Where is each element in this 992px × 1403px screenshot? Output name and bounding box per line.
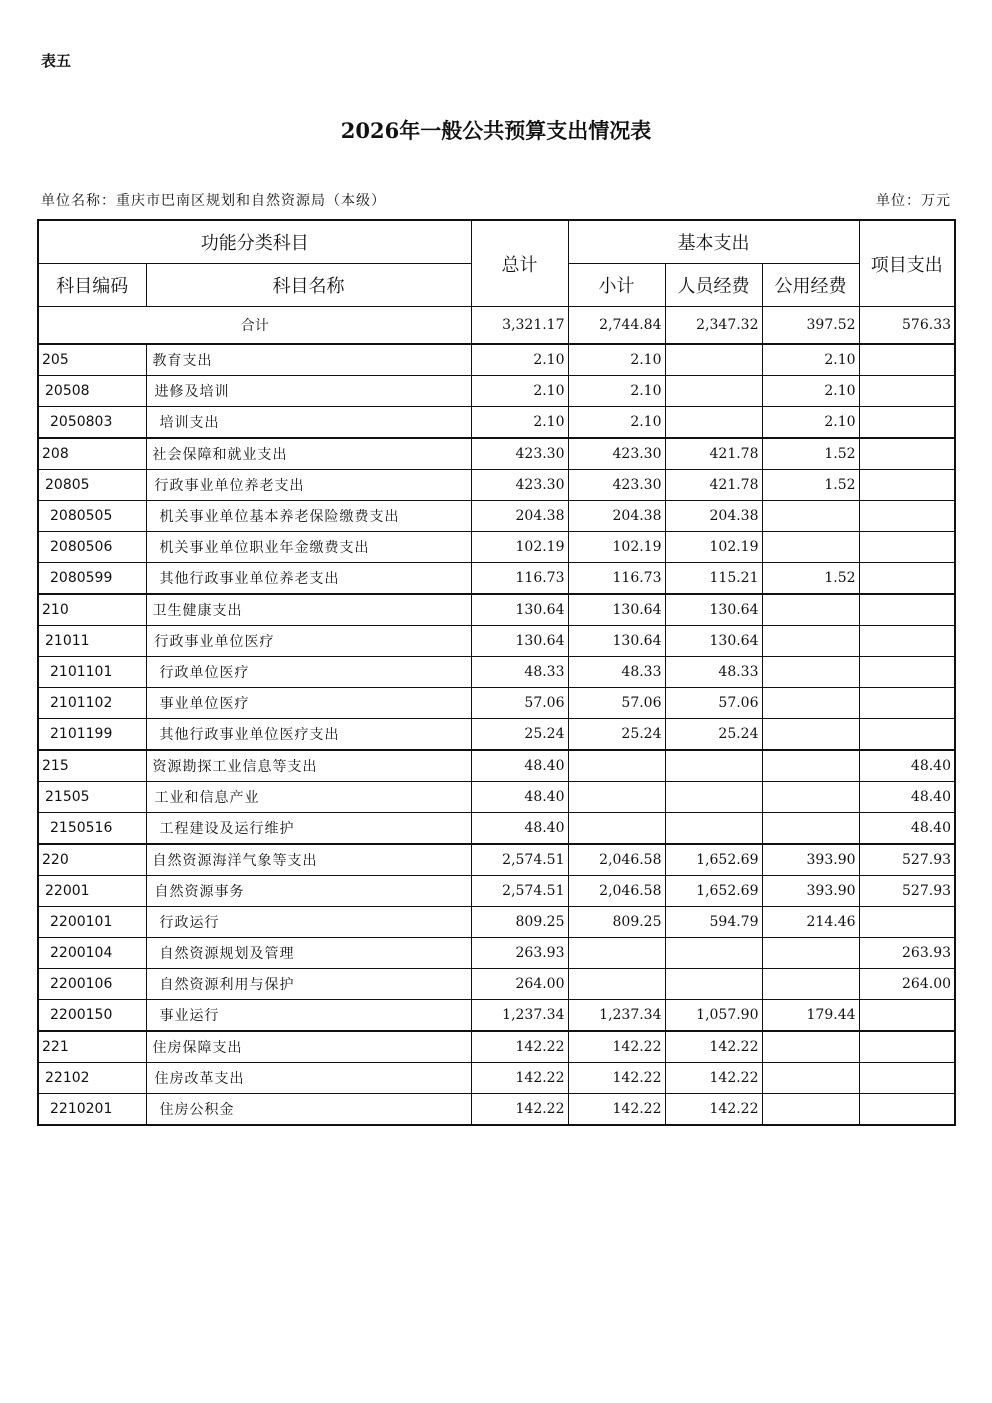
row-code: 2050803 [38, 407, 146, 439]
row-code: 2080506 [38, 532, 146, 563]
table-row [38, 688, 955, 719]
row-code: 2200101 [38, 907, 146, 938]
row-code: 20805 [38, 470, 146, 501]
row-name: 培训支出 [146, 407, 471, 439]
row-subtotal: 2.10 [568, 344, 665, 376]
table-row [38, 438, 955, 470]
row-code: 2080505 [38, 501, 146, 532]
row-code: 22102 [38, 1063, 146, 1094]
row-code: 2101101 [38, 657, 146, 688]
row-project [859, 1094, 955, 1126]
row-total: 48.33 [471, 657, 568, 688]
row-code: 20508 [38, 376, 146, 407]
row-name: 住房改革支出 [146, 1063, 471, 1094]
row-subtotal: 809.25 [568, 907, 665, 938]
row-subtotal: 142.22 [568, 1031, 665, 1063]
row-name: 工程建设及运行维护 [146, 813, 471, 845]
row-code: 2200106 [38, 969, 146, 1000]
row-project [859, 1063, 955, 1094]
row-total: 263.93 [471, 938, 568, 969]
header-public: 公用经费 [762, 264, 859, 307]
row-name: 自然资源事务 [146, 876, 471, 907]
header-project: 项目支出 [859, 220, 955, 307]
table-row [38, 532, 955, 563]
row-name: 机关事业单位基本养老保险缴费支出 [146, 501, 471, 532]
row-subtotal [568, 969, 665, 1000]
row-personnel [665, 782, 762, 813]
row-name: 进修及培训 [146, 376, 471, 407]
row-public: 2.10 [762, 344, 859, 376]
row-code: 2150516 [38, 813, 146, 845]
row-project [859, 719, 955, 751]
table-row [38, 1094, 955, 1126]
table-row [38, 907, 955, 938]
row-name: 行政单位医疗 [146, 657, 471, 688]
row-subtotal: 423.30 [568, 470, 665, 501]
row-project [859, 1031, 955, 1063]
row-personnel [665, 407, 762, 439]
row-project: 48.40 [859, 782, 955, 813]
row-personnel: 57.06 [665, 688, 762, 719]
row-personnel: 48.33 [665, 657, 762, 688]
row-public [762, 501, 859, 532]
row-personnel [665, 938, 762, 969]
row-total: 2,574.51 [471, 844, 568, 876]
row-personnel: 142.22 [665, 1094, 762, 1126]
row-code: 21505 [38, 782, 146, 813]
row-subtotal: 2.10 [568, 376, 665, 407]
row-subtotal: 423.30 [568, 438, 665, 470]
unit-label: 单位：万元 [876, 193, 951, 209]
row-personnel: 115.21 [665, 563, 762, 595]
table-row [38, 719, 955, 751]
row-project [859, 532, 955, 563]
row-code: 2210201 [38, 1094, 146, 1126]
page-title: 2026年一般公共预算支出情况表 [340, 118, 652, 143]
row-name: 其他行政事业单位医疗支出 [146, 719, 471, 751]
row-name: 自然资源利用与保护 [146, 969, 471, 1000]
row-total: 130.64 [471, 626, 568, 657]
row-subtotal: 142.22 [568, 1063, 665, 1094]
row-subtotal: 57.06 [568, 688, 665, 719]
row-project [859, 688, 955, 719]
row-project [859, 1000, 955, 1032]
row-total: 102.19 [471, 532, 568, 563]
table-row [38, 750, 955, 782]
row-project: 48.40 [859, 750, 955, 782]
row-code: 21011 [38, 626, 146, 657]
row-public [762, 719, 859, 751]
table-row [38, 376, 955, 407]
row-personnel: 130.64 [665, 594, 762, 626]
row-total: 2.10 [471, 344, 568, 376]
row-project [859, 907, 955, 938]
row-subtotal: 102.19 [568, 532, 665, 563]
row-subtotal: 130.64 [568, 594, 665, 626]
row-project [859, 344, 955, 376]
row-name: 其他行政事业单位养老支出 [146, 563, 471, 595]
row-public [762, 969, 859, 1000]
row-personnel [665, 750, 762, 782]
unit-name: 单位名称：重庆市巴南区规划和自然资源局（本级） [41, 193, 386, 209]
row-code: 221 [38, 1031, 146, 1063]
row-personnel: 142.22 [665, 1063, 762, 1094]
row-public: 1.52 [762, 438, 859, 470]
row-personnel [665, 344, 762, 376]
row-personnel [665, 969, 762, 1000]
row-project: 264.00 [859, 969, 955, 1000]
total-subtotal: 2,744.84 [568, 307, 665, 345]
budget-table [37, 219, 956, 1126]
row-public [762, 1063, 859, 1094]
row-public [762, 532, 859, 563]
row-personnel: 130.64 [665, 626, 762, 657]
row-project: 263.93 [859, 938, 955, 969]
table-row [38, 563, 955, 595]
row-public: 393.90 [762, 876, 859, 907]
header-personnel: 人员经费 [665, 264, 762, 307]
row-subtotal [568, 750, 665, 782]
row-total: 142.22 [471, 1031, 568, 1063]
row-code: 210 [38, 594, 146, 626]
row-total: 1,237.34 [471, 1000, 568, 1032]
row-project [859, 376, 955, 407]
row-name: 自然资源规划及管理 [146, 938, 471, 969]
row-total: 809.25 [471, 907, 568, 938]
row-subtotal: 48.33 [568, 657, 665, 688]
row-project [859, 657, 955, 688]
row-personnel: 1,652.69 [665, 844, 762, 876]
total-personnel: 2,347.32 [665, 307, 762, 345]
row-project: 527.93 [859, 844, 955, 876]
row-project: 48.40 [859, 813, 955, 845]
row-subtotal: 25.24 [568, 719, 665, 751]
row-name: 行政事业单位养老支出 [146, 470, 471, 501]
row-public: 1.52 [762, 563, 859, 595]
row-code: 2200150 [38, 1000, 146, 1032]
row-public: 393.90 [762, 844, 859, 876]
row-total: 48.40 [471, 813, 568, 845]
row-public [762, 782, 859, 813]
row-code: 2080599 [38, 563, 146, 595]
row-code: 208 [38, 438, 146, 470]
table-row [38, 938, 955, 969]
table-row [38, 626, 955, 657]
header-name: 科目名称 [146, 264, 471, 307]
row-public [762, 938, 859, 969]
table-row [38, 876, 955, 907]
row-total: 2,574.51 [471, 876, 568, 907]
table-row [38, 470, 955, 501]
row-code: 220 [38, 844, 146, 876]
total-total: 3,321.17 [471, 307, 568, 345]
row-project [859, 501, 955, 532]
row-total: 2.10 [471, 376, 568, 407]
row-total: 423.30 [471, 470, 568, 501]
row-project [859, 407, 955, 439]
row-personnel [665, 813, 762, 845]
row-subtotal: 2,046.58 [568, 844, 665, 876]
table-row [38, 813, 955, 845]
table-number: 表五 [41, 52, 72, 70]
row-total: 2.10 [471, 407, 568, 439]
row-personnel: 1,057.90 [665, 1000, 762, 1032]
row-code: 2101199 [38, 719, 146, 751]
total-label: 合计 [38, 307, 471, 345]
row-subtotal: 204.38 [568, 501, 665, 532]
row-subtotal: 2.10 [568, 407, 665, 439]
row-public [762, 688, 859, 719]
row-project [859, 438, 955, 470]
row-subtotal: 1,237.34 [568, 1000, 665, 1032]
header-subtotal: 小计 [568, 264, 665, 307]
row-personnel: 25.24 [665, 719, 762, 751]
table-row [38, 594, 955, 626]
row-total: 204.38 [471, 501, 568, 532]
row-subtotal [568, 938, 665, 969]
table-row [38, 407, 955, 439]
row-project [859, 626, 955, 657]
row-subtotal: 142.22 [568, 1094, 665, 1126]
row-project [859, 470, 955, 501]
row-public: 214.46 [762, 907, 859, 938]
row-code: 2200104 [38, 938, 146, 969]
row-public: 1.52 [762, 470, 859, 501]
table-row [38, 1000, 955, 1032]
table-row [38, 501, 955, 532]
row-total: 423.30 [471, 438, 568, 470]
total-public: 397.52 [762, 307, 859, 345]
row-total: 57.06 [471, 688, 568, 719]
header-func-class: 功能分类科目 [38, 220, 471, 264]
row-total: 48.40 [471, 782, 568, 813]
row-subtotal [568, 813, 665, 845]
row-total: 264.00 [471, 969, 568, 1000]
row-public [762, 750, 859, 782]
row-personnel [665, 376, 762, 407]
row-personnel: 421.78 [665, 438, 762, 470]
row-total: 116.73 [471, 563, 568, 595]
row-total: 25.24 [471, 719, 568, 751]
table-row [38, 344, 955, 376]
row-personnel: 594.79 [665, 907, 762, 938]
row-subtotal [568, 782, 665, 813]
header-basic: 基本支出 [568, 220, 859, 264]
row-name: 事业运行 [146, 1000, 471, 1032]
row-project [859, 594, 955, 626]
row-personnel: 102.19 [665, 532, 762, 563]
row-public [762, 657, 859, 688]
row-total: 142.22 [471, 1094, 568, 1126]
row-public [762, 1031, 859, 1063]
row-name: 住房保障支出 [146, 1031, 471, 1063]
row-public [762, 813, 859, 845]
row-code: 205 [38, 344, 146, 376]
row-name: 行政运行 [146, 907, 471, 938]
row-personnel: 204.38 [665, 501, 762, 532]
row-public [762, 626, 859, 657]
row-name: 自然资源海洋气象等支出 [146, 844, 471, 876]
table-row [38, 969, 955, 1000]
row-name: 行政事业单位医疗 [146, 626, 471, 657]
row-name: 机关事业单位职业年金缴费支出 [146, 532, 471, 563]
header-code: 科目编码 [38, 264, 146, 307]
row-personnel: 142.22 [665, 1031, 762, 1063]
row-personnel: 1,652.69 [665, 876, 762, 907]
row-name: 教育支出 [146, 344, 471, 376]
row-public [762, 594, 859, 626]
table-row [38, 1063, 955, 1094]
row-public: 2.10 [762, 376, 859, 407]
row-public: 2.10 [762, 407, 859, 439]
row-name: 资源勘探工业信息等支出 [146, 750, 471, 782]
row-subtotal: 116.73 [568, 563, 665, 595]
row-total: 48.40 [471, 750, 568, 782]
row-personnel: 421.78 [665, 470, 762, 501]
row-code: 215 [38, 750, 146, 782]
row-subtotal: 130.64 [568, 626, 665, 657]
row-name: 卫生健康支出 [146, 594, 471, 626]
row-project [859, 563, 955, 595]
table-row [38, 657, 955, 688]
row-name: 事业单位医疗 [146, 688, 471, 719]
row-subtotal: 2,046.58 [568, 876, 665, 907]
total-row [38, 307, 955, 345]
header-total: 总计 [471, 220, 568, 307]
row-name: 工业和信息产业 [146, 782, 471, 813]
row-name: 住房公积金 [146, 1094, 471, 1126]
table-row [38, 844, 955, 876]
row-code: 2101102 [38, 688, 146, 719]
row-name: 社会保障和就业支出 [146, 438, 471, 470]
row-code: 22001 [38, 876, 146, 907]
total-project: 576.33 [859, 307, 955, 345]
table-row [38, 782, 955, 813]
table-row [38, 1031, 955, 1063]
row-total: 142.22 [471, 1063, 568, 1094]
row-total: 130.64 [471, 594, 568, 626]
row-project: 527.93 [859, 876, 955, 907]
row-public: 179.44 [762, 1000, 859, 1032]
row-public [762, 1094, 859, 1126]
